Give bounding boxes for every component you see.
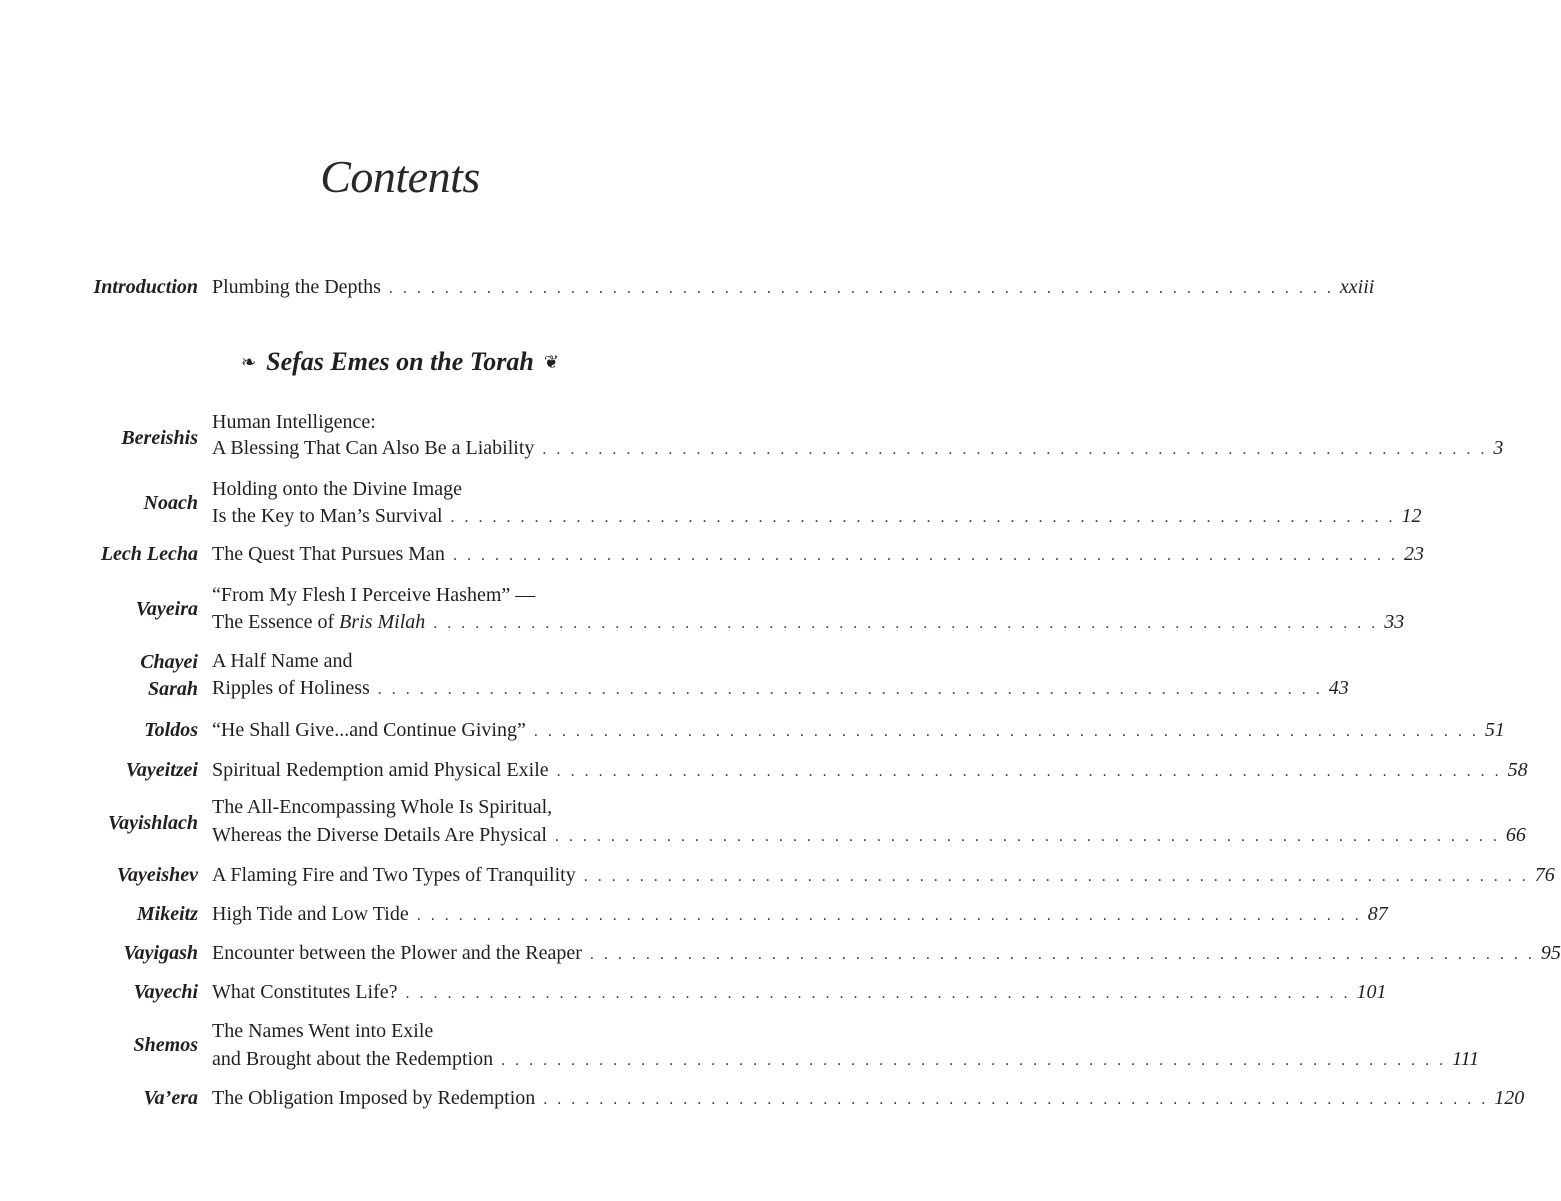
page-title: Contents bbox=[320, 151, 480, 202]
dot-leader: . . . . . . . . . . . . . . . . . . . . . . . . . . . . . . . . . . . . . . . . . . . . . . . . . . . . . . . . . . . . . . . . . . . . bbox=[589, 946, 1535, 963]
toc-label: Vayeitzei bbox=[125, 759, 198, 781]
toc-label: Vayishlach bbox=[107, 812, 198, 834]
toc-title: The Obligation Imposed by Redemption bbox=[212, 1087, 536, 1109]
toc-title-line-2: and Brought about the Redemption bbox=[212, 1048, 494, 1070]
toc-title-line-1: Human Intelligence: bbox=[212, 411, 376, 433]
toc-page-number: xxiii bbox=[1339, 276, 1375, 298]
dot-leader: . . . . . . . . . . . . . . . . . . . . . . . . . . . . . . . . . . . . . . . . . . . . . . . . . . . . . . . . . . . . . . . . . . . . bbox=[452, 547, 1398, 564]
dot-leader: . . . . . . . . . . . . . . . . . . . . . . . . . . . . . . . . . . . . . . . . . . . . . . . . . . . . . . . . . . . . . . . . . . . . bbox=[556, 763, 1502, 780]
toc-page-number: 12 bbox=[1401, 505, 1422, 527]
toc-page-number: 58 bbox=[1507, 759, 1528, 781]
toc-leader-line bbox=[212, 543, 1424, 566]
toc-leader-line bbox=[212, 759, 1528, 782]
toc-label: Shemos bbox=[133, 1034, 198, 1056]
toc-title-line-2 bbox=[212, 611, 425, 634]
toc-label bbox=[140, 649, 198, 703]
toc-label: Bereishis bbox=[121, 427, 198, 449]
toc-label-line-2: Sarah bbox=[147, 678, 198, 700]
toc-leader-line bbox=[212, 677, 1349, 700]
toc-label: Vayeira bbox=[135, 598, 198, 620]
toc-leader-line bbox=[212, 942, 1561, 965]
toc-label: Va’era bbox=[143, 1087, 198, 1109]
toc-title-prefix: The Essence of bbox=[212, 611, 340, 633]
toc-page-number: 87 bbox=[1367, 903, 1388, 925]
toc-title-line-2: A Blessing That Can Also Be a Liability bbox=[212, 437, 535, 459]
fleuron-right-icon: ❦ bbox=[543, 351, 559, 372]
dot-leader: . . . . . . . . . . . . . . . . . . . . . . . . . . . . . . . . . . . . . . . . . . . . . . . . . . . . . . . . . . . . . . . . . . . . bbox=[433, 615, 1379, 632]
toc-title: “He Shall Give...and Continue Giving” bbox=[212, 719, 526, 741]
toc-title: What Constitutes Life? bbox=[212, 981, 398, 1003]
toc-title-line-2: Whereas the Diverse Details Are Physical bbox=[212, 824, 547, 846]
toc-page-number: 43 bbox=[1328, 677, 1349, 699]
section-heading bbox=[0, 347, 800, 377]
toc-label: Toldos bbox=[144, 719, 198, 741]
toc-page-number: 101 bbox=[1356, 981, 1387, 1003]
toc-leader-line bbox=[212, 1048, 1480, 1071]
section-title: Sefas Emes on the Torah bbox=[266, 347, 534, 376]
toc-leader-line bbox=[212, 437, 1504, 460]
toc-title: Encounter between the Plower and the Reaper bbox=[212, 942, 582, 964]
toc-page-number: 111 bbox=[1452, 1048, 1480, 1070]
toc-page-number: 120 bbox=[1494, 1087, 1525, 1109]
toc-title-line-1: The All-Encompassing Whole Is Spiritual, bbox=[212, 796, 553, 818]
toc-title: A Flaming Fire and Two Types of Tranquility bbox=[212, 864, 576, 886]
toc-leader-line bbox=[212, 864, 1555, 887]
toc-label: Mikeitz bbox=[136, 903, 198, 925]
toc-label: Vayigash bbox=[123, 942, 198, 964]
toc-title: Plumbing the Depths bbox=[212, 276, 381, 298]
dot-leader: . . . . . . . . . . . . . . . . . . . . . . . . . . . . . . . . . . . . . . . . . . . . . . . . . . . . . . . . . . . . . . . . . . . . bbox=[542, 441, 1488, 458]
toc-title: High Tide and Low Tide bbox=[212, 903, 409, 925]
toc-leader-line bbox=[212, 719, 1505, 742]
toc-label-line-1: Chayei bbox=[140, 651, 198, 673]
dot-leader: . . . . . . . . . . . . . . . . . . . . . . . . . . . . . . . . . . . . . . . . . . . . . . . . . . . . . . . . . . . . . . . . . . . . bbox=[543, 1091, 1489, 1108]
toc-page-number: 33 bbox=[1384, 611, 1405, 633]
toc-title-italic: Bris Milah bbox=[339, 611, 426, 633]
toc-title-line-2: Ripples of Holiness bbox=[212, 677, 370, 699]
toc-label: Introduction bbox=[93, 276, 198, 298]
toc-leader-line bbox=[212, 824, 1526, 847]
toc-title: Spiritual Redemption amid Physical Exile bbox=[212, 759, 549, 781]
toc-label: Noach bbox=[143, 492, 198, 514]
dot-leader: . . . . . . . . . . . . . . . . . . . . . . . . . . . . . . . . . . . . . . . . . . . . . . . . . . . . . . . . . . . . . . . . . . . . bbox=[533, 723, 1479, 740]
toc-title: The Quest That Pursues Man bbox=[212, 543, 445, 565]
toc-leader-line bbox=[212, 1087, 1525, 1110]
dot-leader: . . . . . . . . . . . . . . . . . . . . . . . . . . . . . . . . . . . . . . . . . . . . . . . . . . . . . . . . . . . . . . . . . . . . bbox=[501, 1052, 1447, 1069]
dot-leader: . . . . . . . . . . . . . . . . . . . . . . . . . . . . . . . . . . . . . . . . . . . . . . . . . . . . . . . . . . . . . . . . . . . . bbox=[405, 985, 1351, 1002]
dot-leader: . . . . . . . . . . . . . . . . . . . . . . . . . . . . . . . . . . . . . . . . . . . . . . . . . . . . . . . . . . . . . . . . . . . . bbox=[554, 828, 1500, 845]
dot-leader: . . . . . . . . . . . . . . . . . . . . . . . . . . . . . . . . . . . . . . . . . . . . . . . . . . . . . . . . . . . . . . . . . . . . bbox=[583, 868, 1529, 885]
toc-leader-line bbox=[212, 505, 1422, 528]
toc-label: Vayeishev bbox=[116, 864, 198, 886]
fleuron-left-icon: ❧ bbox=[241, 351, 257, 372]
toc-title-line-2: Is the Key to Man’s Survival bbox=[212, 505, 443, 527]
toc-title-line-1: The Names Went into Exile bbox=[212, 1020, 434, 1042]
toc-leader-line bbox=[212, 276, 1375, 299]
toc-label: Lech Lecha bbox=[100, 543, 198, 565]
toc-leader-line bbox=[212, 611, 1405, 634]
toc-title-line-1: “From My Flesh I Perceive Hashem” — bbox=[212, 584, 536, 606]
toc-page-number: 76 bbox=[1534, 864, 1555, 886]
toc-label: Vayechi bbox=[133, 981, 198, 1003]
toc-title-line-1: Holding onto the Divine Image bbox=[212, 478, 462, 500]
dot-leader: . . . . . . . . . . . . . . . . . . . . . . . . . . . . . . . . . . . . . . . . . . . . . . . . . . . . . . . . . . . . . . . . . . . . bbox=[377, 681, 1323, 698]
toc-leader-line bbox=[212, 981, 1387, 1004]
dot-leader: . . . . . . . . . . . . . . . . . . . . . . . . . . . . . . . . . . . . . . . . . . . . . . . . . . . . . . . . . . . . . . . . . . . . bbox=[450, 509, 1396, 526]
toc-page-number: 95 bbox=[1540, 942, 1561, 964]
toc-page-number: 23 bbox=[1403, 543, 1424, 565]
dot-leader: . . . . . . . . . . . . . . . . . . . . . . . . . . . . . . . . . . . . . . . . . . . . . . . . . . . . . . . . . . . . . . . . . . . . bbox=[388, 280, 1334, 297]
toc-page-number: 66 bbox=[1505, 824, 1526, 846]
toc-leader-line bbox=[212, 903, 1388, 926]
dot-leader: . . . . . . . . . . . . . . . . . . . . . . . . . . . . . . . . . . . . . . . . . . . . . . . . . . . . . . . . . . . . . . . . . . . . bbox=[416, 907, 1362, 924]
toc-title-line-1: A Half Name and bbox=[212, 650, 353, 672]
toc-page-number: 51 bbox=[1484, 719, 1505, 741]
toc-page-number: 3 bbox=[1493, 437, 1504, 459]
